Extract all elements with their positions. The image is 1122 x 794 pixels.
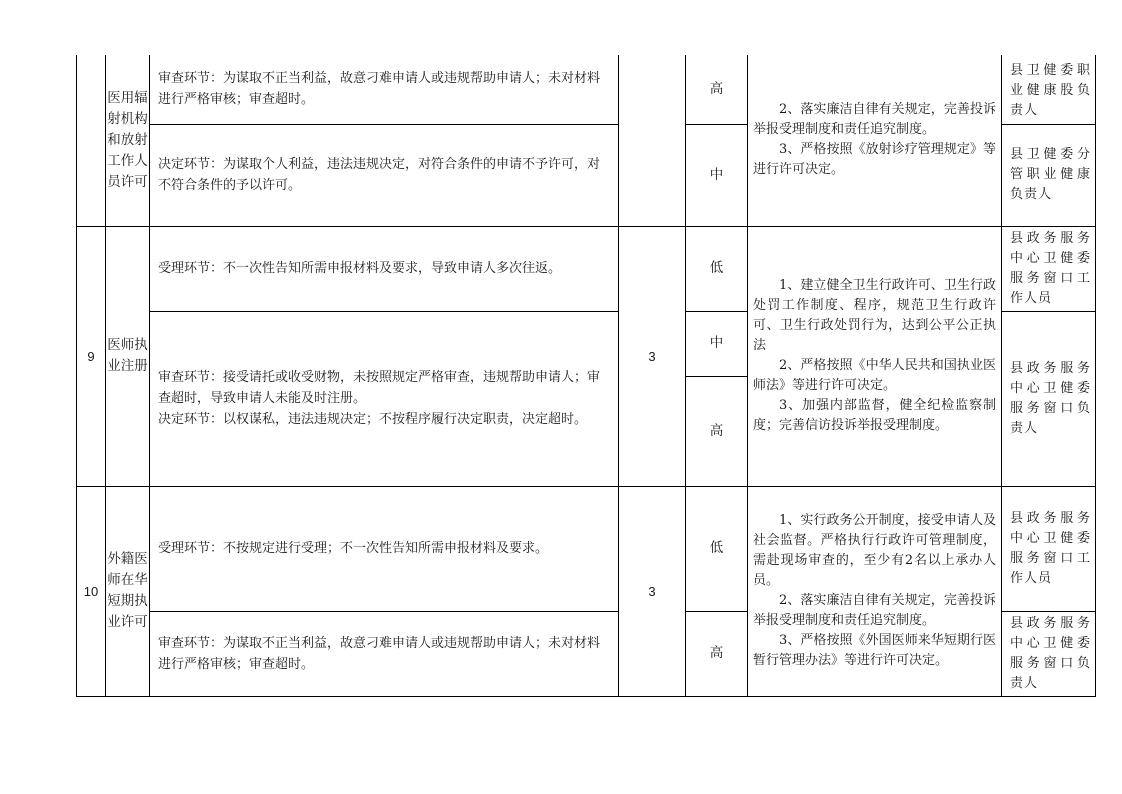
- prevention-measures: [748, 486, 1002, 696]
- item-name: 医用辐射机构和放射工作人员许可: [106, 55, 150, 226]
- measure-item: 1、建立健全卫生行政许可、卫生行政处罚工作制度、程序，规范卫生行政许可、卫生行政处罚行为，达到公平公正执法: [753, 278, 996, 353]
- step-description: 受理环节：不一次性告知所需申报材料及要求，导致申请人多次往返。: [150, 226, 619, 311]
- table-row: [77, 55, 1096, 124]
- risk-level: 中: [686, 311, 748, 376]
- step-description: 审查环节：为谋取不正当利益，故意刁难申请人或违规帮助申请人；未对材料进行严格审核；审查超时。: [150, 611, 619, 696]
- risk-level: 中: [686, 124, 748, 226]
- responsible-person: 县政务服务中心卫健委服务窗口负责人: [1002, 311, 1096, 486]
- row-number: 9: [77, 226, 106, 486]
- table-row: [77, 486, 1096, 611]
- responsible-person: 县政务服务中心卫健委服务窗口工作人员: [1002, 226, 1096, 311]
- step-line: 决定环节：以权谋私，违法违规决定；不按程序履行决定职责，决定超时。: [158, 412, 588, 427]
- row-number: 10: [77, 486, 106, 696]
- risk-level: 高: [686, 611, 748, 696]
- item-name: 外籍医师在华短期执业许可: [106, 486, 150, 696]
- risk-table: [76, 55, 1096, 697]
- measure-item: 1、实行政务公开制度，接受申请人及社会监督。严格执行行政许可管理制度，需赴现场审查的，至少有2名以上承办人员。: [753, 513, 996, 588]
- measure-item: 2、落实廉洁自律有关规定，完善投诉举报受理制度和责任追究制度。: [753, 593, 996, 628]
- step-description: 审查环节：为谋取不正当利益，故意刁难申请人或违规帮助申请人；未对材料进行严格审核；审查超时。: [150, 55, 619, 124]
- step-description: 决定环节：为谋取个人利益，违法违规决定，对符合条件的申请不予许可，对不符合条件的予以许可。: [150, 124, 619, 226]
- prevention-measures: [748, 226, 1002, 486]
- risk-level: 高: [686, 376, 748, 486]
- row-number: [77, 55, 106, 226]
- step-description: 受理环节：不按规定进行受理；不一次性告知所需申报材料及要求。: [150, 486, 619, 611]
- risk-level: 低: [686, 486, 748, 611]
- responsible-person: 县卫健委职业健康股负责人: [1002, 55, 1096, 124]
- responsible-person: 县政务服务中心卫健委服务窗口负责人: [1002, 611, 1096, 696]
- risk-level: 高: [686, 55, 748, 124]
- risk-point-count: 3: [619, 486, 686, 696]
- risk-level: 低: [686, 226, 748, 311]
- measure-item: 3、加强内部监督，健全纪检监察制度；完善信访投诉举报受理制度。: [753, 398, 996, 433]
- measure-item: 3、严格按照《外国医师来华短期行医暂行管理办法》等进行许可决定。: [753, 633, 996, 668]
- item-name: 医师执业注册: [106, 226, 150, 486]
- measure-item: 2、落实廉洁自律有关规定，完善投诉举报受理制度和责任追究制度。: [753, 102, 996, 138]
- responsible-person: 县卫健委分管职业健康负责人: [1002, 124, 1096, 226]
- responsible-person: 县政务服务中心卫健委服务窗口工作人员: [1002, 486, 1096, 611]
- risk-point-count: [619, 55, 686, 226]
- step-description: [150, 311, 619, 486]
- prevention-measures: [748, 55, 1002, 226]
- table-row: [77, 226, 1096, 311]
- risk-point-count: 3: [619, 226, 686, 486]
- measure-item: 3、严格按照《放射诊疗管理规定》等进行许可决定。: [753, 142, 996, 178]
- step-line: 审查环节：接受请托或收受财物，未按照规定严格审查，违规帮助申请人；审查超时，导致申请人未能及时注册。: [158, 370, 601, 406]
- measure-item: 2、严格按照《中华人民共和国执业医师法》等进行许可决定。: [753, 358, 996, 393]
